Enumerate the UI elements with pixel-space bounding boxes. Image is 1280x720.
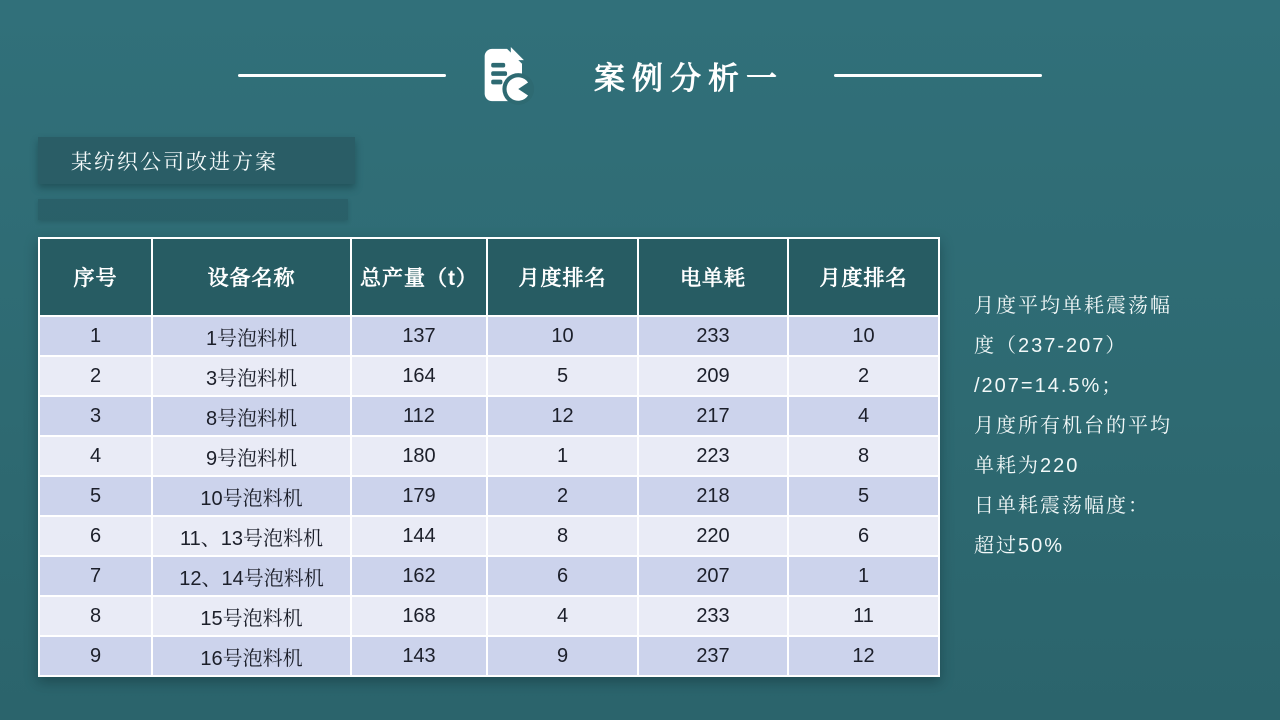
table-cell: 1 xyxy=(788,556,939,596)
page-title: 案例分析一 xyxy=(594,60,784,96)
table-cell: 10号泡料机 xyxy=(152,476,351,516)
table-cell: 8 xyxy=(39,596,152,636)
table-cell: 11 xyxy=(788,596,939,636)
table-cell: 5 xyxy=(788,476,939,516)
title-line-left xyxy=(238,74,446,77)
table-cell: 233 xyxy=(638,316,788,356)
table-row xyxy=(39,396,939,436)
table-cell: 6 xyxy=(487,556,638,596)
table-cell: 233 xyxy=(638,596,788,636)
table-cell: 12、14号泡料机 xyxy=(152,556,351,596)
table-cell: 8 xyxy=(788,436,939,476)
table-cell: 11、13号泡料机 xyxy=(152,516,351,556)
title-line-right xyxy=(834,74,1042,77)
table-cell: 2 xyxy=(788,356,939,396)
table-cell: 5 xyxy=(487,356,638,396)
table-cell: 218 xyxy=(638,476,788,516)
slide-header xyxy=(0,42,1280,108)
subtitle-banner xyxy=(38,137,355,184)
table-cell: 6 xyxy=(788,516,939,556)
table-cell: 4 xyxy=(487,596,638,636)
table-cell: 9 xyxy=(487,636,638,676)
table-cell: 8号泡料机 xyxy=(152,396,351,436)
table-cell: 180 xyxy=(351,436,487,476)
table-cell: 168 xyxy=(351,596,487,636)
table-cell: 179 xyxy=(351,476,487,516)
table-row xyxy=(39,436,939,476)
table-cell: 143 xyxy=(351,636,487,676)
note-line: 超过50% xyxy=(974,535,1065,557)
note-line: 月度所有机台的平均 xyxy=(974,415,1172,437)
table-cell: 7 xyxy=(39,556,152,596)
note-line: 月度平均单耗震荡幅 xyxy=(974,295,1172,317)
table-cell: 10 xyxy=(788,316,939,356)
table-cell: 8 xyxy=(487,516,638,556)
table-header-row xyxy=(39,238,939,316)
table-cell: 2 xyxy=(487,476,638,516)
table-row xyxy=(39,516,939,556)
subtitle-shadow-bar xyxy=(38,199,348,220)
table-cell: 3号泡料机 xyxy=(152,356,351,396)
table-cell: 217 xyxy=(638,396,788,436)
subtitle-label: 某纺织公司改进方案 xyxy=(71,150,278,174)
table-cell: 4 xyxy=(788,396,939,436)
table-cell: 144 xyxy=(351,516,487,556)
table-cell: 1 xyxy=(39,316,152,356)
column-header-3: 月度排名 xyxy=(487,238,638,316)
table-cell: 12 xyxy=(788,636,939,676)
table-cell: 112 xyxy=(351,396,487,436)
column-header-0: 序号 xyxy=(39,238,152,316)
column-header-4: 电单耗 xyxy=(638,238,788,316)
column-header-1: 设备名称 xyxy=(152,238,351,316)
table-header xyxy=(39,238,939,316)
table-cell: 137 xyxy=(351,316,487,356)
note-line: 度（237-207） xyxy=(974,335,1128,357)
table-cell: 237 xyxy=(638,636,788,676)
table-cell: 162 xyxy=(351,556,487,596)
note-line: 单耗为220 xyxy=(974,455,1080,477)
table-cell: 1号泡料机 xyxy=(152,316,351,356)
table-row xyxy=(39,476,939,516)
table-cell: 164 xyxy=(351,356,487,396)
table-row xyxy=(39,636,939,676)
equipment-table xyxy=(38,237,940,677)
note-line: /207=14.5%； xyxy=(974,375,1124,397)
table-cell: 209 xyxy=(638,356,788,396)
table-row xyxy=(39,596,939,636)
document-chart-icon xyxy=(480,42,536,108)
column-header-5: 月度排名 xyxy=(788,238,939,316)
table-cell: 12 xyxy=(487,396,638,436)
table-body xyxy=(39,316,939,676)
table-cell: 223 xyxy=(638,436,788,476)
table-cell: 16号泡料机 xyxy=(152,636,351,676)
table-cell: 220 xyxy=(638,516,788,556)
table-cell: 2 xyxy=(39,356,152,396)
table-cell: 9号泡料机 xyxy=(152,436,351,476)
table-row xyxy=(39,316,939,356)
table-cell: 15号泡料机 xyxy=(152,596,351,636)
table-cell: 4 xyxy=(39,436,152,476)
column-header-2: 总产量（t） xyxy=(351,238,487,316)
table-row xyxy=(39,356,939,396)
table-cell: 1 xyxy=(487,436,638,476)
analysis-notes xyxy=(974,286,1274,566)
table-cell: 207 xyxy=(638,556,788,596)
note-line: 日单耗震荡幅度： xyxy=(974,495,1150,517)
table-cell: 9 xyxy=(39,636,152,676)
table-cell: 3 xyxy=(39,396,152,436)
table-cell: 5 xyxy=(39,476,152,516)
table-row xyxy=(39,556,939,596)
table-cell: 10 xyxy=(487,316,638,356)
table-cell: 6 xyxy=(39,516,152,556)
